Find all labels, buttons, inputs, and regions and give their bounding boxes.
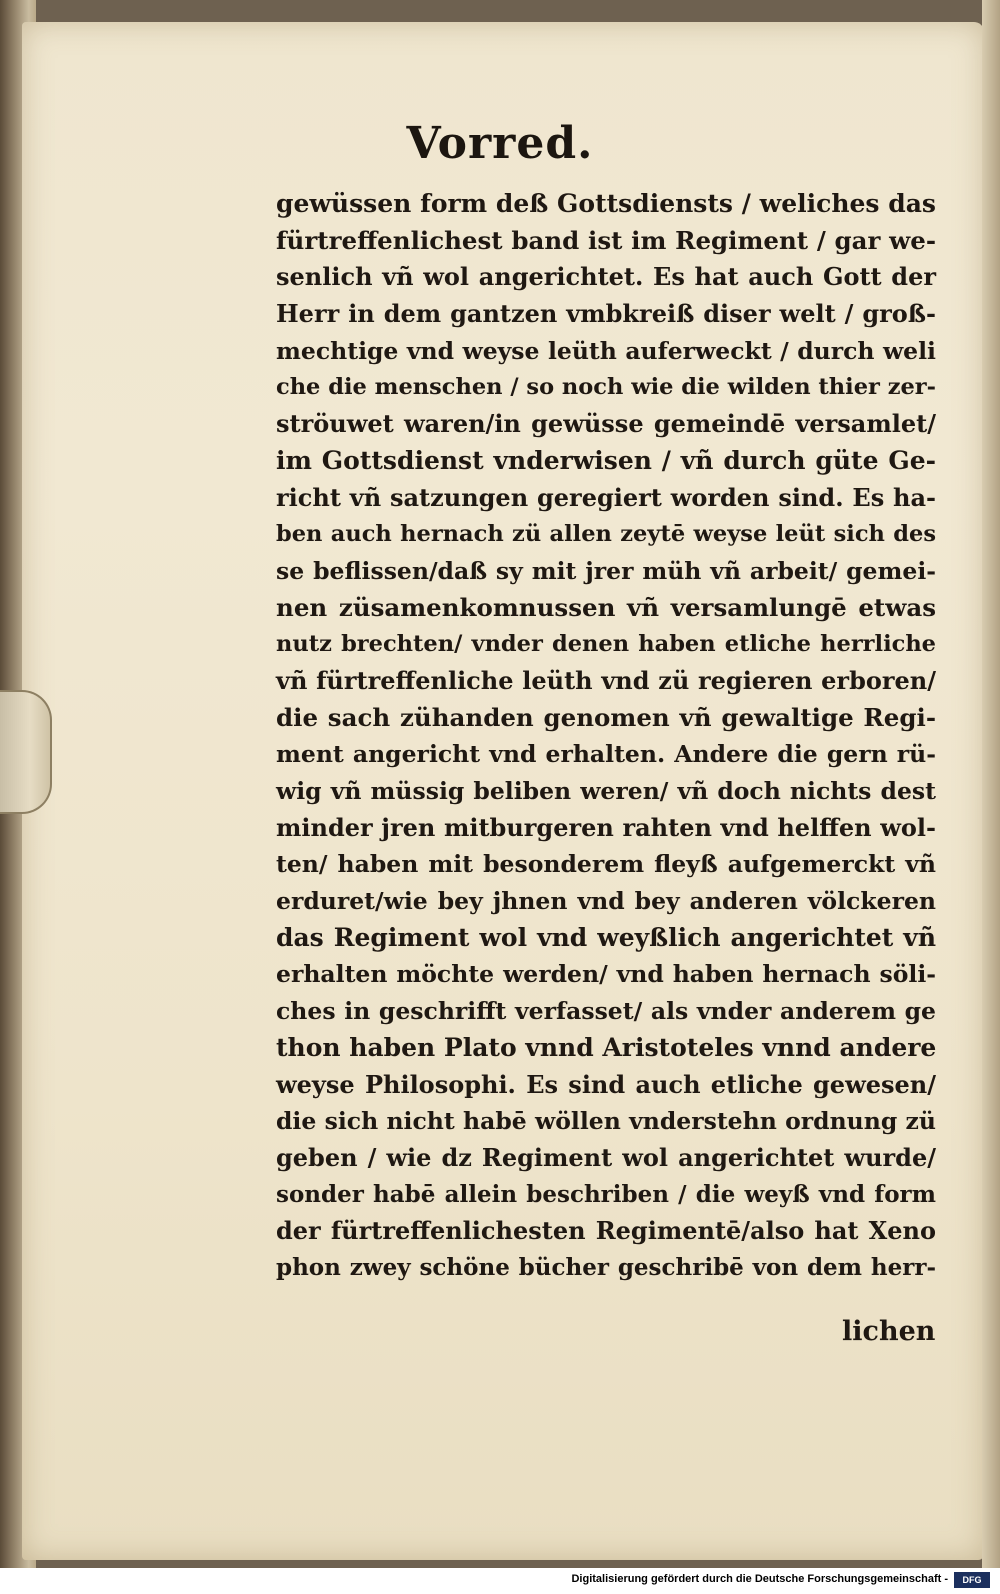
footer-bar xyxy=(0,1568,1000,1594)
text-line: senlich vñ wol angerichtet. Es hat auch Gott der xyxy=(276,262,936,292)
text-line: das Regiment wol vnd weyßlich angerichtet vñ xyxy=(276,922,936,952)
text-line: wig vñ müssig beliben weren/ vñ doch nichts dest xyxy=(276,777,936,805)
text-line: minder jren mitburgeren rahten vnd helffen wol- xyxy=(276,812,936,842)
text-line: phon zwey schöne bücher geschribē von dem herr- xyxy=(276,1253,936,1281)
text-line: ment angericht vnd erhalten. Andere die gern rü- xyxy=(276,740,936,769)
text-line: im Gottsdienst vnderwisen / vñ durch güte Ge- xyxy=(276,445,936,475)
text-line: richt vñ satzungen geregiert worden sind. Es ha- xyxy=(276,482,936,512)
body-text xyxy=(276,186,936,1287)
text-line: vñ fürtreffenliche leüth vnd zü regieren erboren/ xyxy=(276,665,936,695)
text-line: ten/ haben mit besonderem fleyß aufgemerckt vñ xyxy=(276,850,936,879)
text-line: che die menschen / so noch wie die wilden thier zer- xyxy=(276,374,936,401)
text-line: thon haben Plato vnnd Aristoteles vnnd andere xyxy=(276,1032,937,1062)
book-clasp xyxy=(0,690,52,814)
text-line: ben auch hernach zü allen zeytē weyse leüt sich des xyxy=(276,521,936,548)
text-line: erhalten möchte werden/ vnd haben hernach söli- xyxy=(276,960,936,989)
text-line: der fürtreffenlichesten Regimentē/also hat Xeno xyxy=(276,1216,936,1246)
text-line: die sich nicht habē wöllen vnderstehn ordnung zü xyxy=(276,1107,936,1136)
text-line: fürtreffenlichest band ist im Regiment / gar we- xyxy=(276,225,936,255)
text-line: weyse Philosophi. Es sind auch etliche gewesen/ xyxy=(276,1069,936,1099)
text-line: geben / wie dz Regiment wol angerichtet wurde/ xyxy=(276,1142,936,1172)
catchword: lichen xyxy=(842,1316,936,1347)
dfg-logo-icon: DFG xyxy=(954,1572,990,1588)
text-line: erduret/wie bey jhnen vnd bey anderen völckeren xyxy=(276,887,936,916)
text-line: die sach zühanden genomen vñ gewaltige Regi- xyxy=(276,702,936,732)
page-heading: Vorred. xyxy=(406,118,594,169)
text-line: sonder habē allein beschriben / die weyß vnd form xyxy=(276,1180,936,1208)
page-edge xyxy=(982,0,1000,1568)
text-line: ströuwet waren/in gewüsse gemeindē versamlet/ xyxy=(276,409,936,439)
text-line: se beflissen/daß sy mit jrer müh vñ arbeit/ gemei- xyxy=(276,556,936,585)
text-line: ches in geschrifft verfasset/ als vnder anderem ge xyxy=(276,997,936,1026)
text-line: mechtige vnd weyse leüth auferweckt / durch weli xyxy=(276,336,936,365)
text-line: nutz brechten/ vnder denen haben etliche herrliche xyxy=(276,631,936,658)
text-line: gewüssen form deß Gottsdiensts / weliches das xyxy=(276,189,936,218)
text-line: nen züsamenkomnussen vñ versamlungē etwas xyxy=(276,592,936,622)
text-line: Herr in dem gantzen vmbkreiß diser welt / groß- xyxy=(276,299,936,329)
funding-credit: Digitalisierung gefördert durch die Deutsche Forschungsgemeinschaft - xyxy=(571,1573,948,1585)
